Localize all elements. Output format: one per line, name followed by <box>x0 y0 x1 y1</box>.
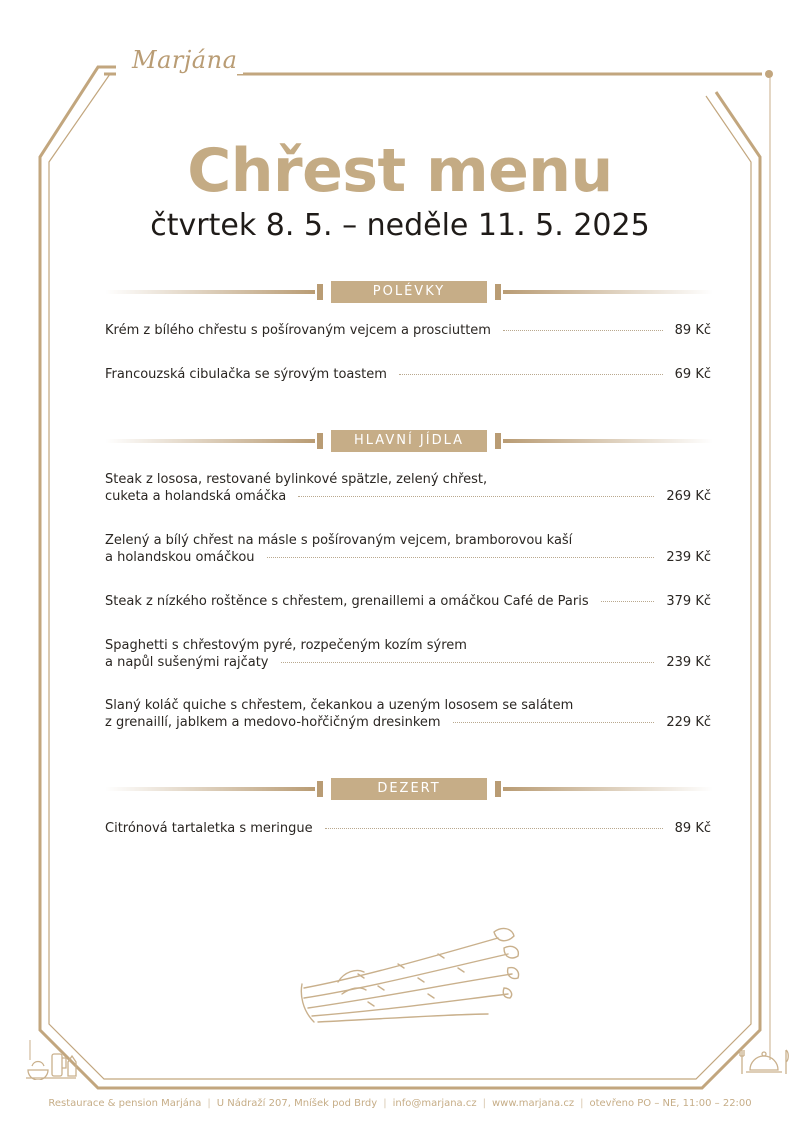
dot-leader <box>267 557 655 558</box>
footer-opening-hours: otevřeno PO – NE, 11:00 – 22:00 <box>589 1098 752 1109</box>
item-name-line: Slaný koláč quiche s chřestem, čekankou a uzeným lososem se salátem <box>105 698 574 713</box>
item-price: 239 Kč <box>666 550 711 565</box>
item-price: 89 Kč <box>674 821 711 836</box>
section-divider-left <box>105 290 315 294</box>
section-label: HLAVNÍ JÍDLA <box>331 430 487 452</box>
item-price: 239 Kč <box>666 655 711 670</box>
brand-logo: Marjána <box>126 46 243 74</box>
footer <box>0 1098 800 1109</box>
section-label: DEZERT <box>331 778 487 800</box>
divider-cap <box>495 781 501 797</box>
item-name: Citrónová tartaletka s meringue <box>105 821 313 836</box>
divider-cap <box>317 433 323 449</box>
menu-item <box>105 593 711 610</box>
section-divider-left <box>105 787 315 791</box>
menu-item <box>105 637 711 671</box>
item-price: 229 Kč <box>666 715 711 730</box>
footer-website-link[interactable]: www.marjana.cz <box>492 1098 575 1109</box>
item-name-line: z grenaillí, jablkem a medovo-hořčičným dresinkem <box>105 715 441 730</box>
section-divider-right <box>503 290 713 294</box>
page-title: Chřest menu <box>187 136 613 206</box>
menu-item <box>105 697 711 731</box>
item-name-line: a napůl sušenými rajčaty <box>105 655 269 670</box>
asparagus-illustration-icon <box>298 918 520 1030</box>
menu-item <box>105 322 711 339</box>
item-price: 69 Kč <box>674 367 711 382</box>
dot-leader <box>281 662 655 663</box>
footer-address: U Nádraží 207, Mníšek pod Brdy <box>216 1098 378 1109</box>
section-divider-right <box>503 439 713 443</box>
footer-separator: | <box>482 1098 486 1109</box>
divider-cap <box>317 284 323 300</box>
item-price: 269 Kč <box>666 489 711 504</box>
item-name: Krém z bílého chřestu s pošírovaným vejcem a prosciuttem <box>105 323 491 338</box>
item-price: 379 Kč <box>666 594 711 609</box>
menu-item <box>105 532 711 566</box>
page-subtitle: čtvrtek 8. 5. – neděle 11. 5. 2025 <box>150 208 650 243</box>
dot-leader <box>601 601 655 602</box>
section-label: POLÉVKY <box>331 281 487 303</box>
dot-leader <box>503 330 663 331</box>
item-name-line: Spaghetti s chřestovým pyré, rozpečeným kozím sýrem <box>105 638 467 653</box>
item-price: 89 Kč <box>674 323 711 338</box>
dot-leader <box>325 828 663 829</box>
footer-separator: | <box>207 1098 211 1109</box>
section-header-main-courses <box>105 430 713 452</box>
footer-separator: | <box>580 1098 584 1109</box>
section-header-soups <box>105 281 713 303</box>
footer-restaurant-name: Restaurace & pension Marjána <box>48 1098 202 1109</box>
dot-leader <box>399 374 663 375</box>
section-header-dessert <box>105 778 713 800</box>
divider-cap <box>317 781 323 797</box>
item-name-line: Zelený a bílý chřest na másle s pošírovaným vejcem, bramborovou kaší <box>105 533 573 548</box>
section-divider-left <box>105 439 315 443</box>
divider-cap <box>495 284 501 300</box>
item-name-line: Steak z lososa, restované bylinkové spätzle, zelený chřest, <box>105 472 488 487</box>
menu-item <box>105 366 711 383</box>
item-name-line: a holandskou omáčkou <box>105 550 255 565</box>
dot-leader <box>298 496 654 497</box>
food-dishes-icon <box>24 1046 78 1080</box>
item-name: Steak z nízkého roštěnce s chřestem, grenaillemi a omáčkou Café de Paris <box>105 594 589 609</box>
footer-separator: | <box>383 1098 387 1109</box>
divider-cap <box>495 433 501 449</box>
footer-email-link[interactable]: info@marjana.cz <box>392 1098 477 1109</box>
item-name: Francouzská cibulačka se sýrovým toastem <box>105 367 387 382</box>
cloche-cutlery-icon <box>738 1042 790 1078</box>
menu-item <box>105 820 711 837</box>
menu-item <box>105 471 711 505</box>
item-name-line: cuketa a holandská omáčka <box>105 489 287 504</box>
section-divider-right <box>503 787 713 791</box>
dot-leader <box>453 722 655 723</box>
